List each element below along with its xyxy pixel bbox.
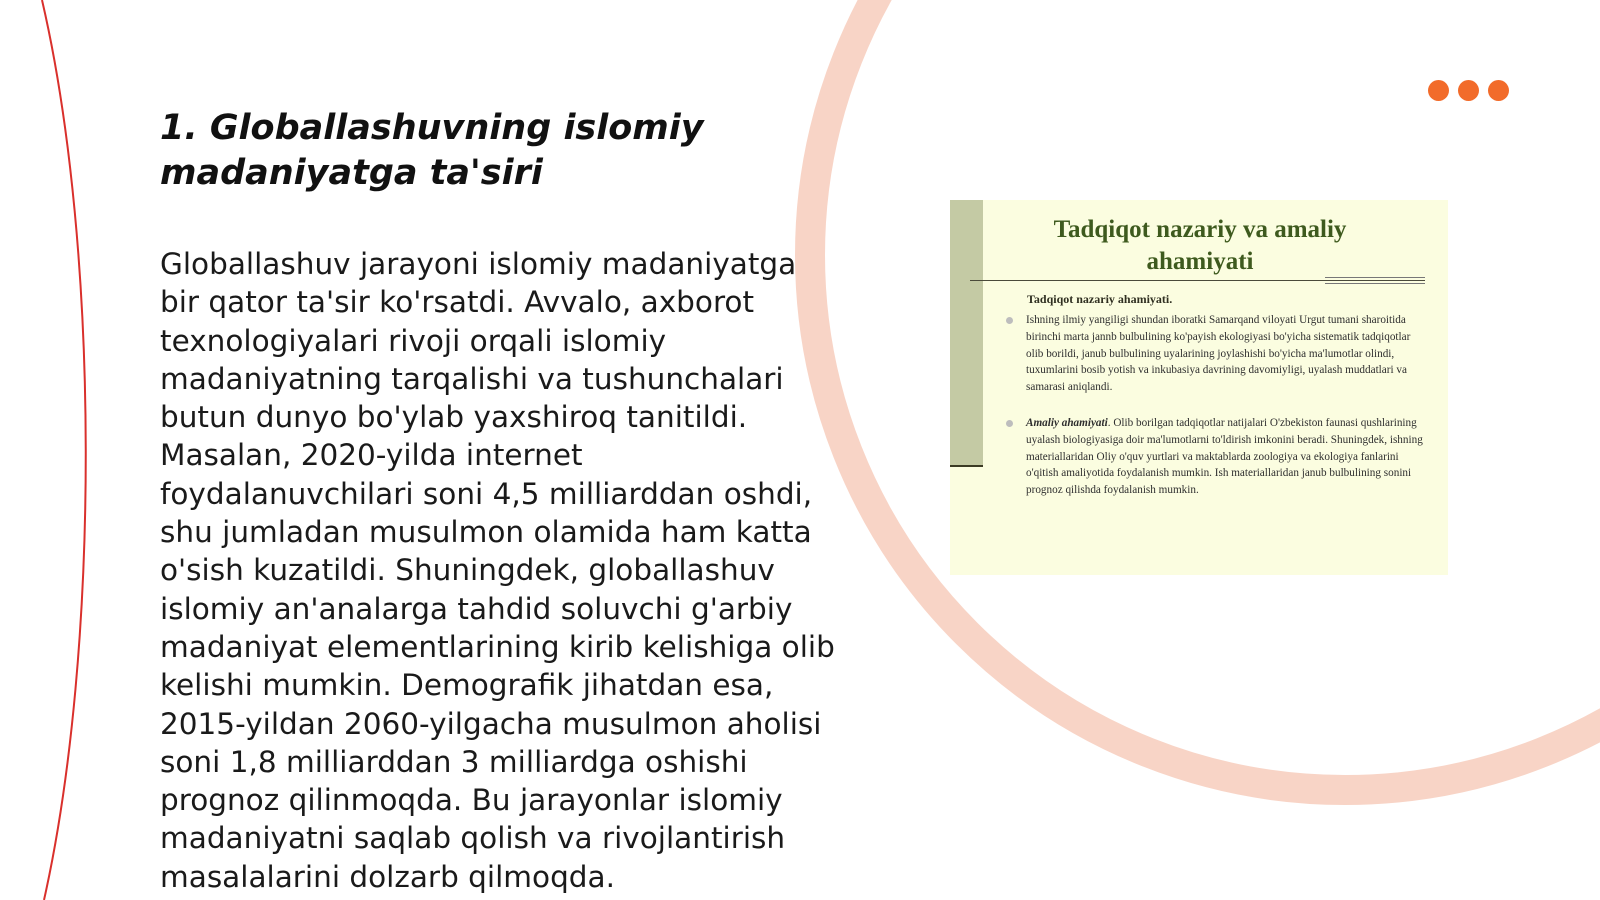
embedded-slide-rule-accent [1325,277,1425,284]
more-dots-icon[interactable] [1428,80,1509,102]
embedded-slide-sidebar [950,200,983,466]
bullet-icon [1006,317,1013,324]
dot-icon [1488,80,1509,101]
bullet-text: . Olib borilgan tadqiqotlar natijalari O'zbekiston faunasi qushlarining uyalash biologiyasiga doir ma'lumotlarni to'ldirish imkonini beradi. Shuningdek, ishning materiallaridan Oliy o'quv yurtlari va maktablarda zoologiya va ekologiya fanlarini o'qitish amaliyotida foydalanish mumkin. Ish materiallaridan janub bulbulining sonini prognoz qilishda foydalanish mumkin. [1026,417,1423,497]
bullet-text: Ishning ilmiy yangiligi shundan iboratki Samarqand viloyati Urgut tumani sharoitida birinchi marta jannb bulbulining ko'payish ekologiyasi bo'yicha sistematik tadqiqotlar olib borildi, janub bulbulining uyalarining joylashishi bo'yicha ma'lumotlar olindi, tuxumlarini bosib yotish va inkubasiya davrining davomiyligi, uyalash muddatlari va samarasi aniqlandi. [1026,314,1411,394]
slide-body-text: Globallashuv jarayoni islomiy madaniyatga bir qator ta'sir ko'rsatdi. Avvalo, axborot texnologiyalari rivoji orqali islomiy madaniyatning tarqalishi va tushunchalari butun dunyo bo'ylab yaxshiroq tanitildi. Masalan, 2020-yilda internet foydalanuvchilari soni 4,5 milliarddan oshdi, shu jumladan musulmon olamida ham katta o'sish kuzatildi. Shuningdek, globallashuv islomiy an'analarga tahdid soluvchi g'arbiy madaniyat elementlarining kirib kelishiga olib kelishi mumkin. Demografik jihatdan esa, 2015-yildan 2060-yilgacha musulmon aholisi soni 1,8 milliarddan 3 milliardga oshishi prognoz qilinmoqda. Bu jarayonlar islomiy madaniyatni saqlab qolish va rivojlantirish masalalarini dolzarb qilmoqda. [160,247,835,894]
embedded-slide-bullet [1006,312,1426,396]
dot-icon [1458,80,1479,101]
embedded-slide-title: Tadqiqot nazariy va amaliy ahamiyati [1053,216,1347,275]
embedded-slide-bullet-text [1026,312,1426,396]
left-accent-curve [42,0,86,900]
embedded-slide-divider [950,465,983,467]
dot-icon [1428,80,1449,101]
bullet-icon [1006,420,1013,427]
bullet-lead: Amaliy ahamiyati [1026,417,1108,429]
embedded-slide-bullet-text [1026,415,1426,499]
slide-title: 1. Globallashuvning islomiy madaniyatga ta'siri [160,108,704,193]
embedded-slide-subheading: Tadqiqot nazariy ahamiyati. [1027,292,1173,306]
embedded-slide-bullet [1006,415,1426,499]
embedded-slide-image [950,200,1448,575]
